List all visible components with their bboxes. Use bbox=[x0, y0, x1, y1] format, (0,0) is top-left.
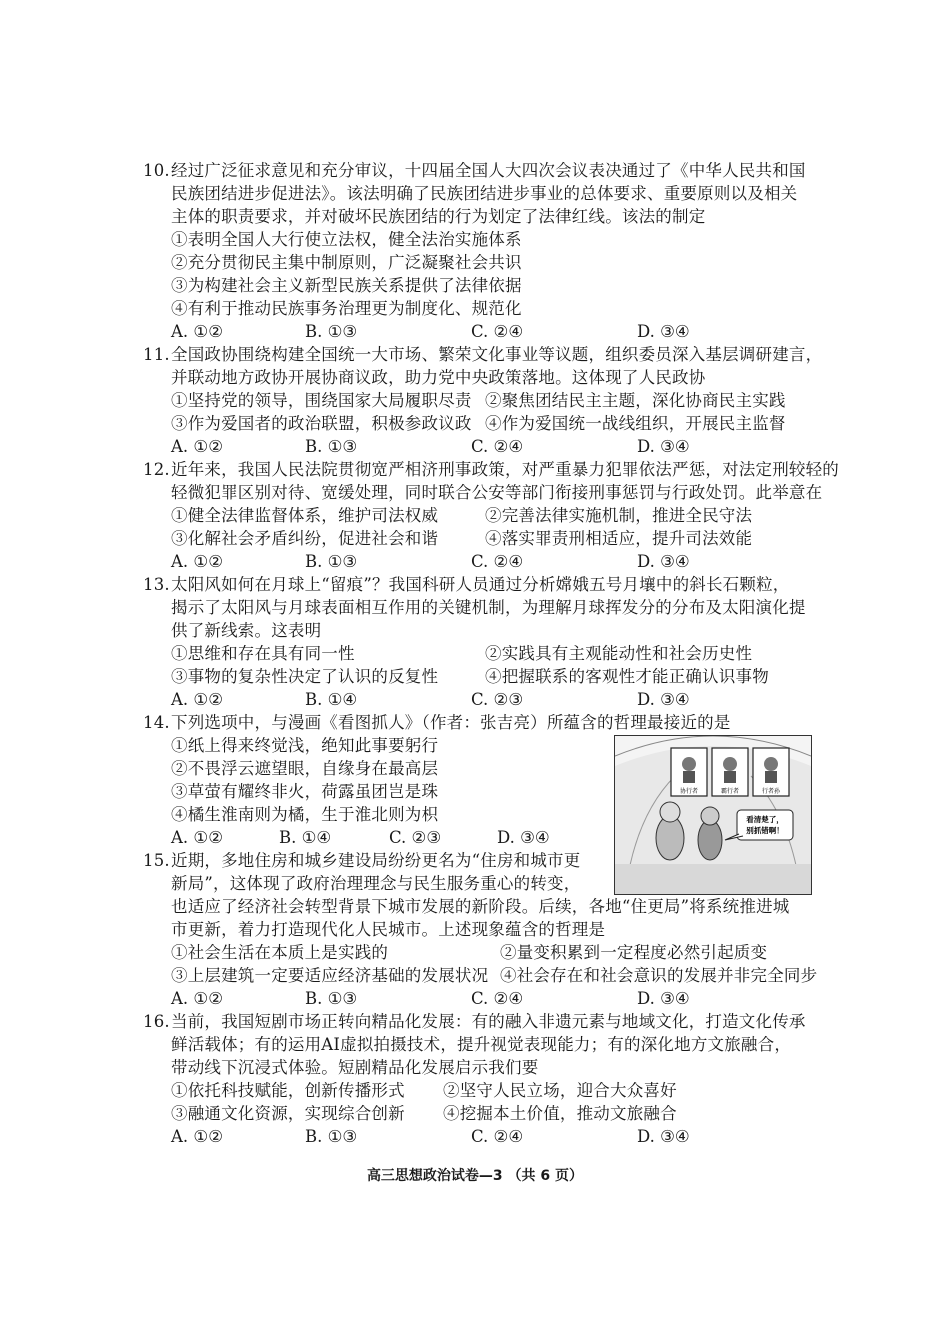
statement-item: ②完善法律实施机制，推进全民守法 bbox=[485, 506, 753, 525]
wanted-posters bbox=[671, 748, 789, 796]
choice-a[interactable]: A. ①② bbox=[171, 322, 223, 341]
question-stem-line: 揭示了太阳风与月球表面相互作用的关键机制，为理解月球挥发分的分布及太阳演化提 bbox=[171, 598, 806, 617]
statement-item: ④橘生淮南则为橘，生于淮北则为枳 bbox=[171, 805, 439, 824]
question-stem-line: 10.经过广泛征求意见和充分审议，十四届全国人大四次会议表决通过了《中华人民共和国 bbox=[143, 161, 806, 180]
statement-item: ①社会生活在本质上是实践的 bbox=[171, 943, 389, 962]
question-stem-line: 16.当前，我国短剧市场正转向精品化发展：有的融入非遗元素与地域文化，打造文化传承 bbox=[143, 1012, 806, 1031]
question-stem-line: 供了新线索。这表明 bbox=[171, 621, 322, 640]
question-stem-line: 12.近年来，我国人民法院贯彻宽严相济刑事政策，对严重暴力犯罪依法严惩，对法定刑较轻的 bbox=[143, 460, 839, 479]
statement-item: ①坚持党的领导，围绕国家大局履职尽责 bbox=[171, 391, 472, 410]
statement-item: ③上层建筑一定要适应经济基础的发展状况 bbox=[171, 966, 489, 985]
statement-item: ③草萤有耀终非火，荷露虽团岂是珠 bbox=[171, 782, 439, 801]
choice-c[interactable]: C. ②④ bbox=[471, 322, 524, 341]
choice-a[interactable]: A. ①② bbox=[171, 828, 223, 847]
choice-a[interactable]: A. ①② bbox=[171, 552, 223, 571]
question-number: 14. bbox=[143, 713, 170, 732]
statement-item: ③化解社会矛盾纠纷，促进社会和谐 bbox=[171, 529, 439, 548]
choice-a[interactable]: A. ①② bbox=[171, 989, 223, 1008]
poster-label-3: 行者孙 bbox=[761, 788, 781, 795]
question-number: 12. bbox=[143, 460, 170, 479]
choice-d[interactable]: D. ③④ bbox=[637, 322, 690, 341]
question-stem-line: 并联动地方政协开展协商议政，助力党中央政策落地。这体现了人民政协 bbox=[171, 368, 706, 387]
question-stem-line: 鲜活载体；有的运用AI虚拟拍摄技术，提升视觉表现能力；有的深化地方文旅融合， bbox=[171, 1035, 792, 1054]
question-number: 16. bbox=[143, 1012, 170, 1031]
question-number: 10. bbox=[143, 161, 170, 180]
choice-d[interactable]: D. ③④ bbox=[637, 552, 690, 571]
choice-b[interactable]: B. ①④ bbox=[279, 828, 332, 847]
question-stem-line: 11.全国政协围绕构建全国统一大市场、繁荣文化事业等议题，组织委员深入基层调研建言， bbox=[143, 345, 823, 364]
choice-c[interactable]: C. ②③ bbox=[389, 828, 442, 847]
question-stem-line: 带动线下沉浸式体验。短剧精品化发展启示我们要 bbox=[171, 1058, 539, 1077]
statement-item: ④落实罪责刑相适应，提升司法效能 bbox=[485, 529, 753, 548]
question-stem-line: 14.下列选项中，与漫画《看图抓人》（作者：张吉亮）所蕴含的哲理最接近的是 bbox=[143, 713, 731, 732]
statement-item: ④有利于推动民族事务治理更为制度化、规范化 bbox=[171, 299, 522, 318]
choice-c[interactable]: C. ②④ bbox=[471, 989, 524, 1008]
speech-line-2: 别抓错啊！ bbox=[746, 826, 784, 835]
statement-item: ④挖掘本土价值，推动文旅融合 bbox=[443, 1104, 677, 1123]
choice-a[interactable]: A. ①② bbox=[171, 1127, 223, 1146]
statement-item: ④社会存在和社会意识的发展并非完全同步 bbox=[500, 966, 818, 985]
statement-item: ③融通文化资源，实现综合创新 bbox=[171, 1104, 405, 1123]
choice-d[interactable]: D. ③④ bbox=[497, 828, 550, 847]
page-footer: 高三思想政治试卷—3 （共 6 页） bbox=[366, 1168, 584, 1184]
choice-b[interactable]: B. ①③ bbox=[305, 552, 358, 571]
choice-d[interactable]: D. ③④ bbox=[637, 1127, 690, 1146]
statement-item: ①健全法律监督体系，维护司法权威 bbox=[171, 506, 439, 525]
choice-a[interactable]: A. ①② bbox=[171, 437, 223, 456]
question-number: 15. bbox=[143, 851, 170, 870]
choice-b[interactable]: B. ①③ bbox=[305, 437, 358, 456]
statement-item: ①思维和存在具有同一性 bbox=[171, 644, 355, 663]
choice-b[interactable]: B. ①③ bbox=[305, 322, 358, 341]
question-stem-line: 15.近期，多地住房和城乡建设局纷纷更名为“住房和城市更 bbox=[143, 851, 581, 870]
poster-label-1: 协行者 bbox=[679, 788, 699, 795]
statement-item: ①依托科技赋能，创新传播形式 bbox=[171, 1081, 405, 1100]
question-number: 11. bbox=[143, 345, 170, 364]
choice-d[interactable]: D. ③④ bbox=[637, 989, 690, 1008]
choice-a[interactable]: A. ①② bbox=[171, 690, 223, 709]
cartoon-drawing bbox=[615, 736, 811, 894]
choice-d[interactable]: D. ③④ bbox=[637, 437, 690, 456]
choice-c[interactable]: C. ②③ bbox=[471, 690, 524, 709]
question-stem-line: 主体的职责要求，并对破坏民族团结的行为划定了法律红线。该法的制定 bbox=[171, 207, 706, 226]
statement-item: ④把握联系的客观性才能正确认识事物 bbox=[485, 667, 769, 686]
choice-b[interactable]: B. ①③ bbox=[305, 1127, 358, 1146]
statement-item: ①表明全国人大行使立法权，健全法治实施体系 bbox=[171, 230, 522, 249]
statement-item: ②充分贯彻民主集中制原则，广泛凝聚社会共识 bbox=[171, 253, 522, 272]
statement-item: ②量变积累到一定程度必然引起质变 bbox=[500, 943, 768, 962]
statement-item: ①纸上得来终觉浅，绝知此事要躬行 bbox=[171, 736, 439, 755]
statement-item: ②实践具有主观能动性和社会历史性 bbox=[485, 644, 753, 663]
poster-label-2: 霸行者 bbox=[720, 788, 740, 795]
statement-item: ③作为爱国者的政治联盟，积极参政议政 bbox=[171, 414, 472, 433]
question-number: 13. bbox=[143, 575, 170, 594]
choice-c[interactable]: C. ②④ bbox=[471, 552, 524, 571]
choice-c[interactable]: C. ②④ bbox=[471, 437, 524, 456]
choice-c[interactable]: C. ②④ bbox=[471, 1127, 524, 1146]
question-stem-line: 13.太阳风如何在月球上“留痕”？我国科研人员通过分析嫦娥五号月壤中的斜长石颗粒， bbox=[143, 575, 790, 594]
question-stem-line: 也适应了经济社会转型背景下城市发展的新阶段。后续，各地“住更局”将系统推进城 bbox=[171, 897, 790, 916]
question-stem-line: 市更新，着力打造现代化人民城市。上述现象蕴含的哲理是 bbox=[171, 920, 606, 939]
statement-item: ②聚焦团结民主主题，深化协商民主实践 bbox=[485, 391, 786, 410]
question-stem-line: 新局”，这体现了政府治理理念与民生服务重心的转变， bbox=[171, 874, 581, 893]
choice-d[interactable]: D. ③④ bbox=[637, 690, 690, 709]
statement-item: ②不畏浮云遮望眼，自缘身在最高层 bbox=[171, 759, 439, 778]
question-stem-line: 民族团结进步促进法》。该法明确了民族团结进步事业的总体要求、重要原则以及相关 bbox=[171, 184, 798, 203]
statement-item: ③为构建社会主义新型民族关系提供了法律依据 bbox=[171, 276, 522, 295]
speech-line-1: 看清楚了， bbox=[746, 815, 784, 824]
question-stem-line: 轻微犯罪区别对待、宽缓处理，同时联合公安等部门衔接刑事惩罚与行政处罚。此举意在 bbox=[171, 483, 823, 502]
statement-item: ④作为爱国统一战线组织，开展民主监督 bbox=[485, 414, 786, 433]
cartoon-illustration bbox=[614, 735, 812, 895]
statement-item: ③事物的复杂性决定了认识的反复性 bbox=[171, 667, 439, 686]
choice-b[interactable]: B. ①③ bbox=[305, 989, 358, 1008]
choice-b[interactable]: B. ①④ bbox=[305, 690, 358, 709]
statement-item: ②坚守人民立场，迎合大众喜好 bbox=[443, 1081, 677, 1100]
